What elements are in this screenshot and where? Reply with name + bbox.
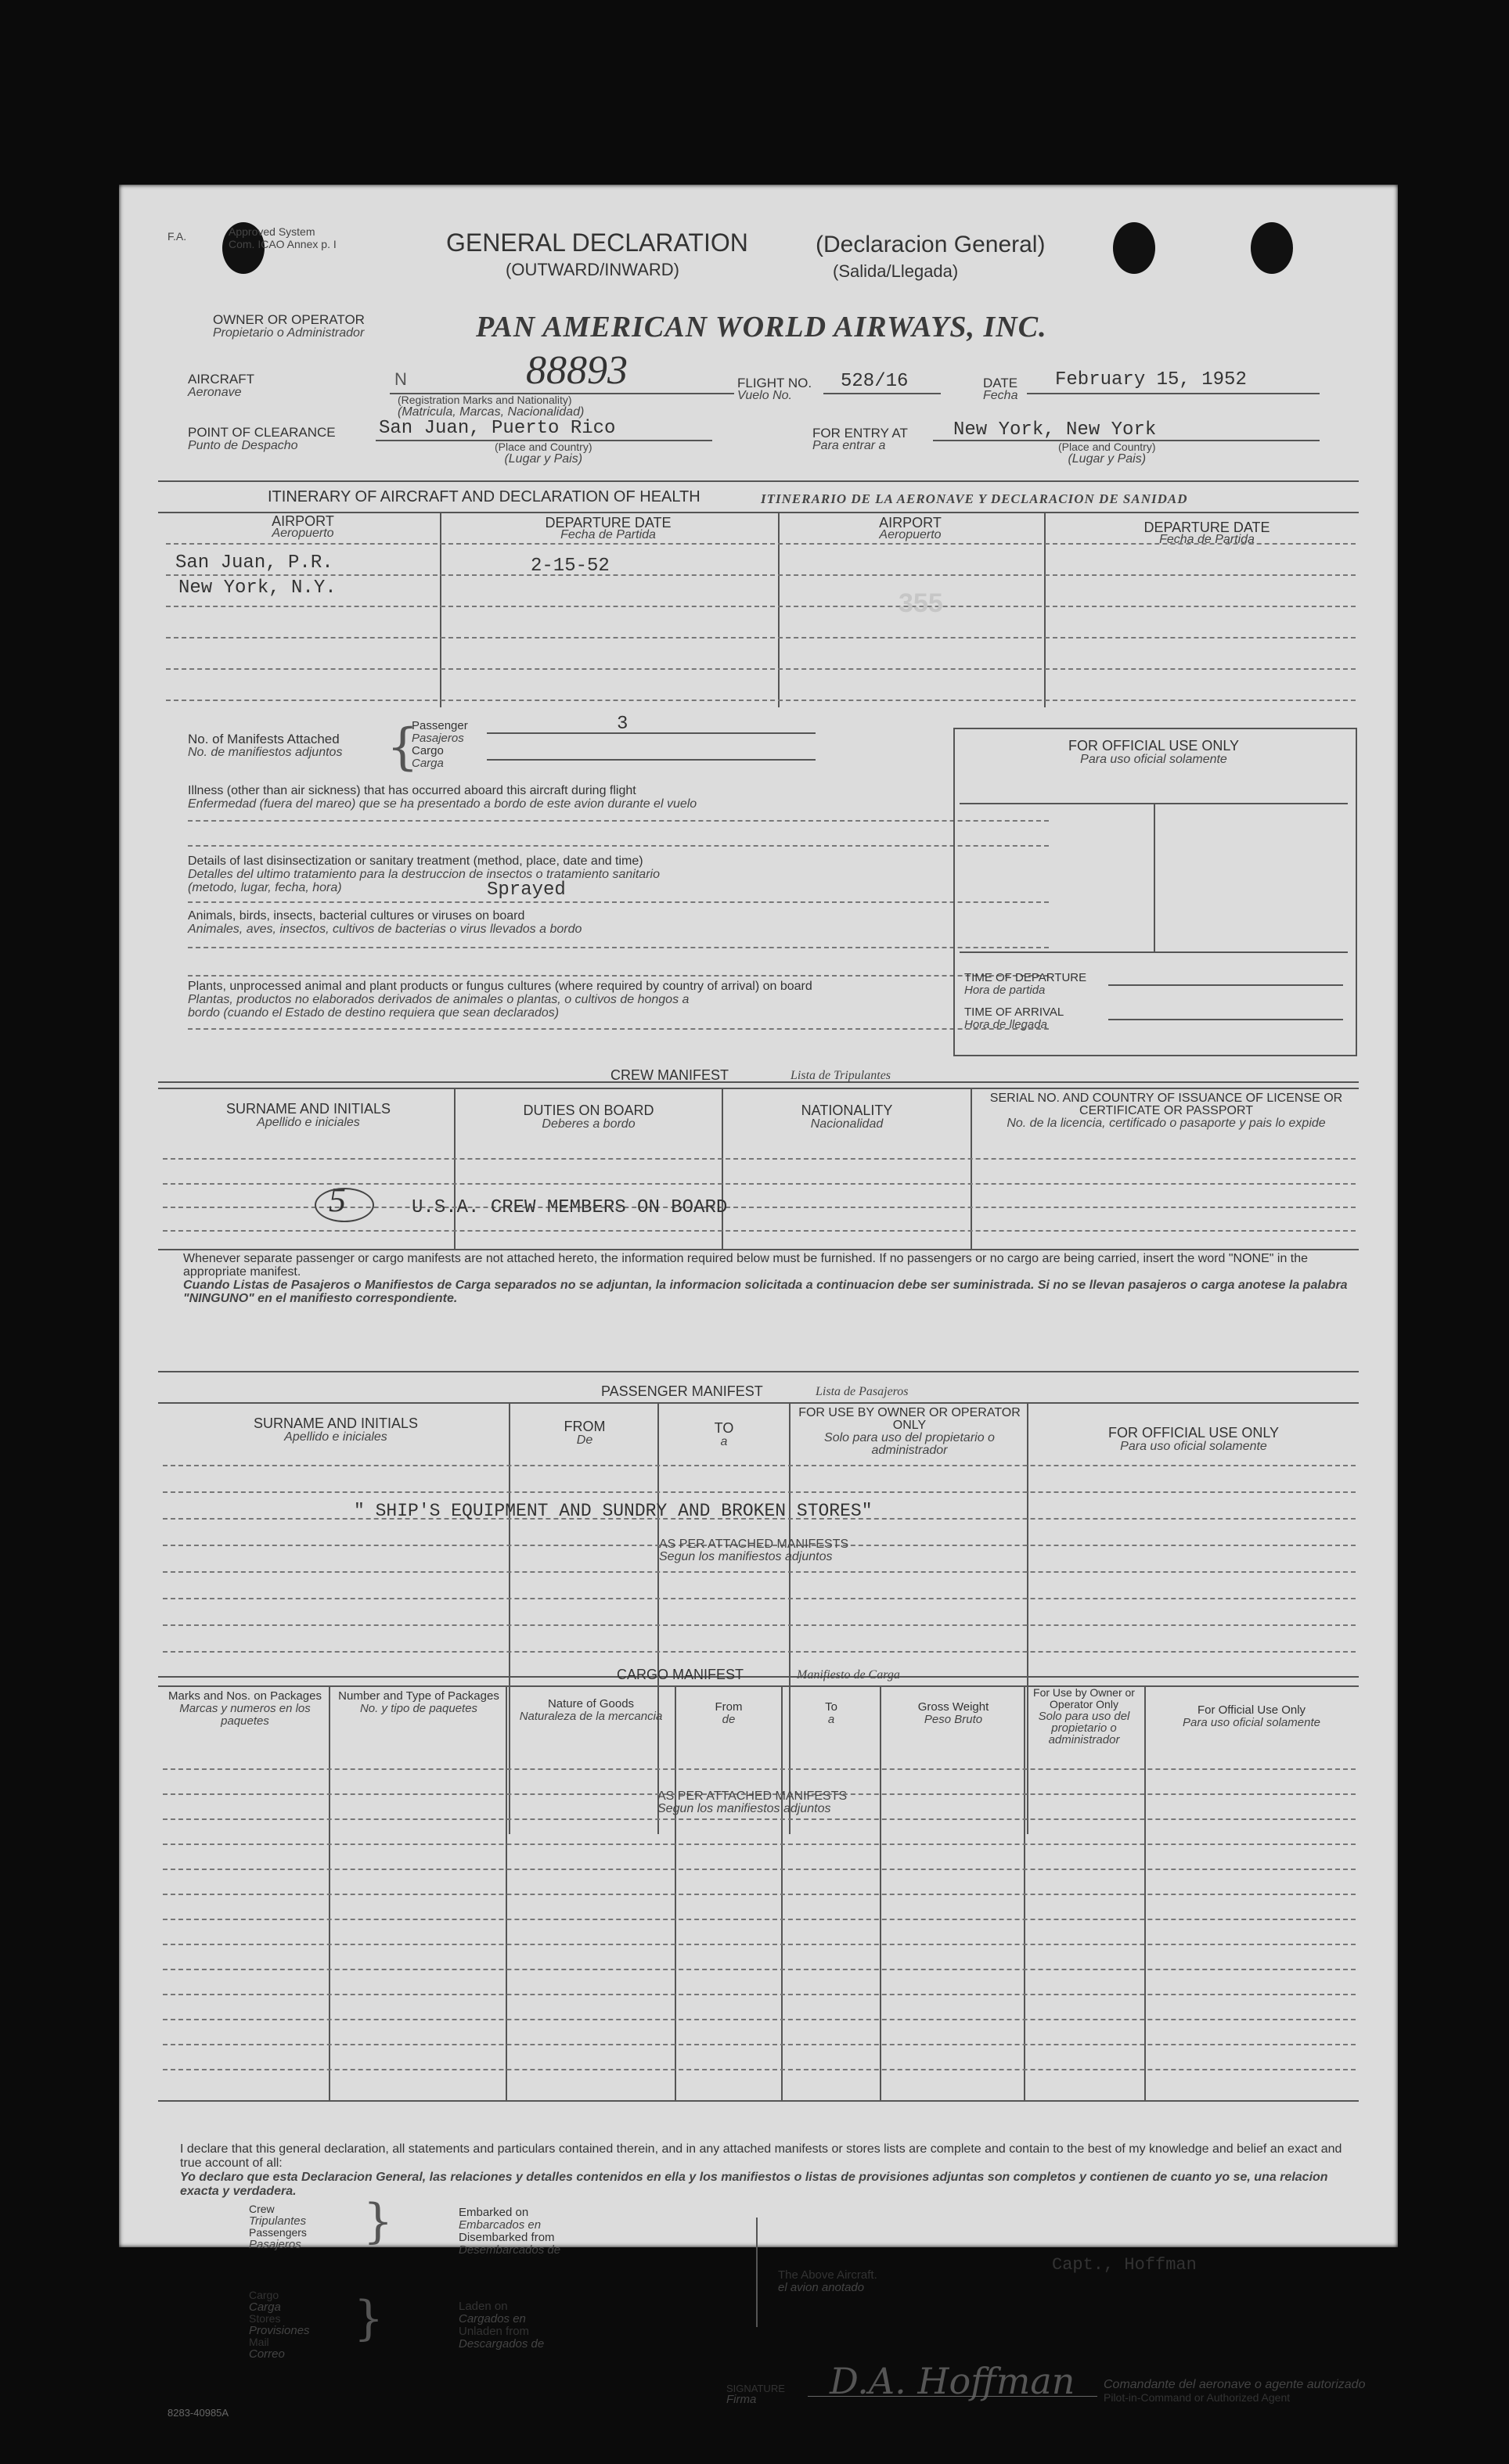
manifest-passenger: Passenger (412, 719, 468, 732)
clearance-caption-es: (Lugar y Pais) (504, 452, 583, 466)
disinsect-value: Sprayed (487, 879, 566, 901)
clearance-label-es: Punto de Despacho (188, 439, 298, 452)
entry-label-es: Para entrar a (812, 439, 886, 452)
pass-col-to: TO (714, 1420, 734, 1436)
passenger-title-es: Lista de Pasajeros (816, 1385, 909, 1398)
decl-embarked: Embarked on (459, 2206, 529, 2219)
crew-col-serial: SERIAL NO. AND COUNTRY OF ISSUANCE OF LICENSE OR CERTIFICATE OR PASSPORT (989, 1092, 1343, 1117)
signature: D.A. Hoffman (830, 2360, 1075, 2402)
illness-label-es: Enfermedad (fuera del mareo) que se ha presentado a bordo de este avion durante el vuelo (188, 797, 697, 811)
disinsect-label-es2: (metodo, lugar, fecha, hora) (188, 881, 342, 894)
itin-col-departure2: DEPARTURE DATE (1143, 520, 1270, 535)
passenger-title: PASSENGER MANIFEST (601, 1383, 763, 1399)
decl-laden-es: Cargados en (459, 2312, 526, 2326)
itin-col-departure-es: Fecha de Partida (560, 528, 656, 541)
date-label-es: Fecha (983, 389, 1018, 402)
cargo-col-marks-es: Marcas y numeros en los paquetes (179, 1702, 311, 1728)
decl-disembarked-es: Desembarcados de (459, 2243, 561, 2257)
clearance-value: San Juan, Puerto Rico (379, 418, 616, 439)
pass-col-official-es: Para uso oficial solamente (1120, 1440, 1267, 1453)
approval-mid: Com. ICAO Annex (229, 238, 319, 250)
cargo-attached-es: Segun los manifiestos adjuntos (657, 1802, 831, 1815)
approval-left: F.A. (167, 230, 187, 243)
crew-col-name: SURNAME AND INITIALS (225, 1101, 391, 1117)
clearance-label: POINT OF CLEARANCE (188, 425, 336, 440)
crew-entry: U.S.A. CREW MEMBERS ON BOARD (412, 1197, 728, 1218)
date-label: DATE (983, 376, 1018, 390)
manifest-passenger-es: Pasajeros (412, 732, 464, 745)
cargo-title-es: Manifiesto de Carga (797, 1668, 900, 1682)
entry-label: FOR ENTRY AT (812, 426, 908, 441)
crew-col-duties: DUTIES ON BOARD (523, 1103, 654, 1118)
flight-label-es: Vuelo No. (737, 389, 792, 402)
signature-label-es: Firma (726, 2393, 757, 2406)
crew-col-name-es: Apellido e iniciales (257, 1116, 360, 1129)
brace-icon: { (387, 718, 419, 776)
manifests-label-es: No. de manifiestos adjuntos (188, 746, 343, 759)
cargo-col-from: From (715, 1700, 743, 1714)
passenger-attached: AS PER ATTACHED MANIFESTS (659, 1538, 849, 1551)
aircraft-caption-es: (Matricula, Marcas, Nacionalidad) (398, 405, 585, 419)
signature-label: SIGNATURE (726, 2383, 785, 2394)
decl-disembarked: Disembarked from (459, 2231, 555, 2244)
captain-name: Capt., Hoffman (1052, 2255, 1197, 2275)
decl-passengers: Passengers (249, 2226, 307, 2239)
passenger-entry: " SHIP'S EQUIPMENT AND SUNDRY AND BROKEN STORES" (354, 1501, 873, 1521)
crew-title: CREW MANIFEST (610, 1067, 729, 1083)
disinsect-label: Details of last disinsectization or sanitary treatment (method, place, date and time) (188, 854, 643, 868)
aircraft-number: 88893 (526, 348, 628, 393)
official-use-label: FOR OFFICIAL USE ONLY (1068, 738, 1240, 754)
passenger-manifest-count: 3 (617, 714, 628, 735)
form-subtitle-es: (Salida/Llegada) (833, 261, 959, 281)
crew-title-es: Lista de Tripulantes (791, 1069, 891, 1082)
cargo-col-from-es: de (722, 1713, 736, 1726)
pass-col-owner-es: Solo para uso del propietario o administrador (824, 1431, 995, 1457)
itinerary-title: ITINERARY OF AIRCRAFT AND DECLARATION OF HEALTH (268, 488, 700, 505)
approval-top: Approved System (229, 225, 315, 238)
clearance-caption: (Place and Country) (495, 441, 592, 453)
decl-crew: Crew (249, 2203, 275, 2215)
cargo-col-weight: Gross Weight (917, 1700, 989, 1714)
itin-col-departure: DEPARTURE DATE (545, 515, 672, 531)
time-arrival-label-es: Hora de llegada (964, 1018, 1047, 1031)
crew-col-nationality-es: Nacionalidad (810, 1117, 884, 1131)
aircraft-prefix: N (394, 369, 407, 389)
decl-mail-es: Correo (249, 2347, 285, 2361)
cargo-col-packages: Number and Type of Packages (338, 1689, 499, 1703)
commander-label: Pilot-in-Command or Authorized Agent (1104, 2391, 1291, 2404)
form-number: 8283-40985A (167, 2407, 229, 2419)
punch-hole (1251, 222, 1293, 274)
decl-cargo: Cargo (249, 2289, 279, 2301)
form-title: GENERAL DECLARATION (446, 228, 748, 257)
itin-col-airport: AIRPORT (272, 513, 334, 529)
decl-crew-es: Tripulantes (249, 2214, 307, 2228)
brace-icon: } (354, 2291, 384, 2346)
animals-label: Animals, birds, insects, bacterial cultures or viruses on board (188, 909, 525, 923)
time-departure-label-es: Hora de partida (964, 984, 1046, 997)
pass-col-name: SURNAME AND INITIALS (253, 1415, 419, 1431)
time-arrival-label: TIME OF ARRIVAL (964, 1005, 1064, 1019)
declaration-text: I declare that this general declaration, all statements and particulars contained therein, and in any attached manifests or stores lists are complete and contain to the best of my knowledge and belief an exact and true account of all: (180, 2142, 1342, 2170)
decl-above-aircraft: The Above Aircraft. (778, 2268, 877, 2282)
entry-caption: (Place and Country) (1058, 441, 1156, 453)
plants-label-es2: bordo (cuando el Estado de destino requiera que sean declarados) (188, 1006, 560, 1020)
circle-mark-icon (315, 1188, 374, 1222)
itin-col-departure2-es: Fecha de Partida (1159, 533, 1255, 546)
crew-note: Whenever separate passenger or cargo manifests are not attached hereto, the information required below must be furnished. If no passengers or no cargo are being carried, insert the word "NONE" in the appropriate manifest. (183, 1252, 1309, 1279)
plants-label-es: Plantas, productos no elaborados derivados de animales o plantas, o cultivos de hongos a (188, 993, 690, 1006)
cargo-col-owner: For Use by Owner or Operator Only (1033, 1686, 1135, 1710)
entry-caption-es: (Lugar y Pais) (1068, 452, 1147, 466)
cargo-col-official-es: Para uso oficial solamente (1183, 1716, 1320, 1729)
decl-laden: Laden on (459, 2300, 508, 2313)
cargo-col-official: For Official Use Only (1197, 1703, 1306, 1717)
entry-value: New York, New York (953, 419, 1157, 441)
approval-end: p. I (321, 238, 337, 250)
decl-unladen: Unladen from (459, 2325, 530, 2338)
manifest-cargo: Cargo (412, 744, 444, 757)
pass-col-to-es: a (720, 1435, 728, 1448)
crew-count: 5 (329, 1181, 346, 1219)
decl-mail: Mail (249, 2336, 269, 2348)
disinsect-label-es: Detalles del ultimo tratamiento para la destruccion de insectos o tratamiento sanitario (188, 868, 660, 881)
decl-unladen-es: Descargados de (459, 2337, 545, 2351)
cargo-col-marks: Marks and Nos. on Packages (168, 1689, 322, 1703)
pass-col-name-es: Apellido e iniciales (284, 1430, 387, 1444)
flight-date: February 15, 1952 (1055, 369, 1247, 390)
owner-label-es: Propietario o Administrador (213, 326, 365, 340)
cargo-col-nature: Nature of Goods (547, 1697, 635, 1710)
itin-col-airport2-es: Aeropuerto (879, 528, 942, 541)
commander-label-es: Comandante del aeronave o agente autorizado (1104, 2378, 1366, 2391)
decl-above-aircraft-es: el avion anotado (778, 2281, 865, 2294)
decl-stores: Stores (249, 2312, 281, 2325)
cargo-col-to: To (825, 1700, 837, 1714)
cargo-col-weight-es: Peso Bruto (924, 1713, 983, 1726)
cargo-col-owner-es: Solo para uso del propietario o administrador (1038, 1710, 1130, 1746)
cargo-col-nature-es: Naturaleza de la mercancia (519, 1710, 663, 1723)
aircraft-caption: (Registration Marks and Nationality) (398, 394, 572, 406)
declaration-text-es: Yo declaro que esta Declaracion General, las relaciones y detalles contenidos en ella y los manifiestos o listas de provisiones adjuntas son completos y contienen de cuanto yo se, una relacion exacta y verdadera. (180, 2171, 1328, 2198)
pass-col-from: FROM (564, 1419, 606, 1434)
manifest-cargo-es: Carga (412, 757, 444, 770)
aircraft-label: AIRCRAFT (188, 372, 254, 387)
form-subtitle: (OUTWARD/INWARD) (506, 260, 679, 279)
official-use-label-es: Para uso oficial solamente (1080, 753, 1227, 766)
brace-icon: } (363, 2194, 394, 2249)
passenger-attached-es: Segun los manifiestos adjuntos (659, 1550, 833, 1563)
decl-passengers-es: Pasajeros (249, 2238, 301, 2251)
pass-col-from-es: De (576, 1433, 593, 1447)
cargo-title: CARGO MANIFEST (617, 1667, 744, 1682)
form-title-es: (Declaracion General) (816, 232, 1046, 257)
aircraft-label-es: Aeronave (188, 386, 242, 399)
cargo-attached: AS PER ATTACHED MANIFESTS (657, 1790, 848, 1803)
animals-label-es: Animales, aves, insectos, cultivos de bacterias o virus llevados a bordo (188, 923, 582, 936)
itin-row-airport: New York, N.Y. (178, 577, 337, 599)
crew-col-nationality: NATIONALITY (801, 1103, 893, 1118)
itin-col-airport-es: Aeropuerto (272, 527, 334, 540)
manifests-label: No. of Manifests Attached (188, 732, 340, 746)
pass-col-official: FOR OFFICIAL USE ONLY (1107, 1425, 1280, 1441)
itinerary-title-es: ITINERARIO DE LA AERONAVE Y DECLARACION DE SANIDAD (761, 491, 1188, 506)
crew-col-serial-es: No. de la licencia, certificado o pasaporte y pais lo expide (1007, 1117, 1326, 1130)
declaration-form (119, 185, 1398, 2419)
owner-label: OWNER OR OPERATOR (213, 312, 365, 327)
cargo-col-packages-es: No. y tipo de paquetes (359, 1702, 478, 1715)
plants-label: Plants, unprocessed animal and plant products or fungus cultures (where required by country of arrival) on board (188, 980, 812, 993)
owner-value: PAN AMERICAN WORLD AIRWAYS, INC. (476, 311, 1047, 344)
itin-col-airport2: AIRPORT (879, 515, 942, 531)
decl-cargo-es: Carga (249, 2300, 281, 2314)
pass-col-owner: FOR USE BY OWNER OR OPERATOR ONLY (798, 1406, 1021, 1432)
time-departure-label: TIME OF DEPARTURE (964, 971, 1087, 984)
crew-note-es: Cuando Listas de Pasajeros o Manifiestos de Carga separados no se adjuntan, la informacion solicitada a continuacion debe ser suministrada. Si no se llevan pasajeros o carga anotese la palabra "NINGUNO" en el manifiesto correspondiente. (183, 1279, 1348, 1305)
crew-col-duties-es: Deberes a bordo (542, 1117, 636, 1131)
flight-label: FLIGHT NO. (737, 376, 812, 390)
cargo-col-to-es: a (827, 1713, 835, 1726)
illness-label: Illness (other than air sickness) that has occurred aboard this aircraft during flight (188, 784, 636, 797)
itin-row-date: 2-15-52 (531, 556, 610, 577)
itin-row-airport: San Juan, P.R. (175, 552, 333, 574)
stamp-number: 355 (899, 588, 943, 618)
punch-hole (1113, 222, 1155, 274)
decl-embarked-es: Embarcados en (459, 2218, 542, 2232)
flight-number: 528/16 (841, 371, 909, 392)
decl-stores-es: Provisiones (249, 2324, 310, 2337)
